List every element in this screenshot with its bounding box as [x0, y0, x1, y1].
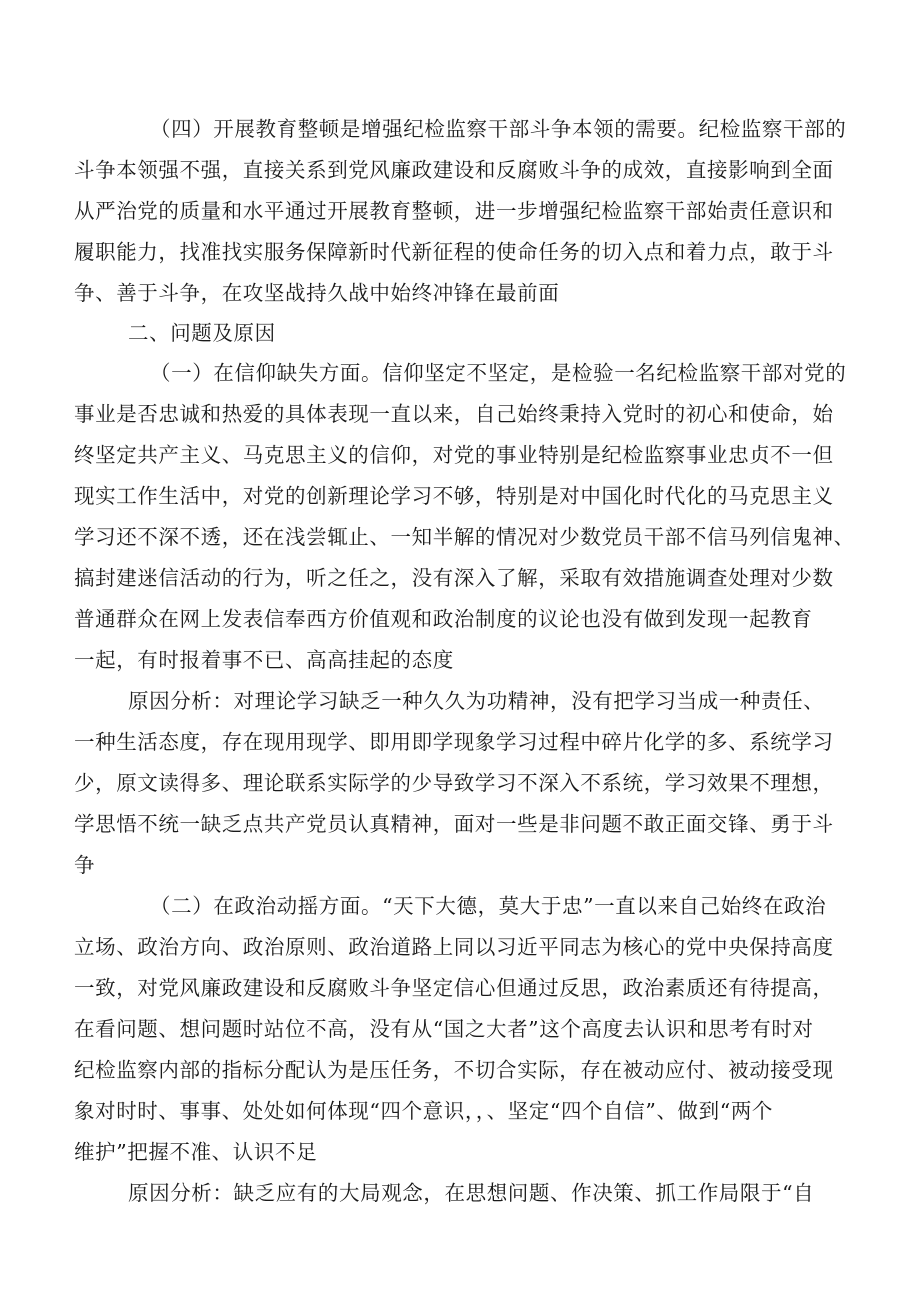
text-line: 争、善于斗争，在攻坚战持久战中始终冲锋在最前面 — [74, 281, 560, 305]
text-line: 斗争本领强不强，直接关系到党风廉政建设和反腐败斗争的成效，直接影响到全面 — [74, 158, 834, 182]
text-line: 一种生活态度，存在现用现学、即用即学现象学习过程中碎片化学的多、系统学习 — [74, 730, 834, 754]
text-line: （一）在信仰缺失方面。信仰坚定不坚定，是检验一名纪检监察干部对党的 — [150, 361, 847, 385]
text-line: 在看问题、想问题时站位不高，没有从“国之大者”这个高度去认识和思考有时对 — [74, 1017, 814, 1041]
text-line: 少，原文读得多、理论联系实际学的少导致学习不深入不系统，学习效果不理想， — [74, 771, 834, 795]
text-line: 原因分析：对理论学习缺乏一种久久为功精神，没有把学习当成一种责任、 — [128, 689, 825, 713]
text-line: 纪检监察内部的指标分配认为是压任务，不切合实际，存在被动应付、被动接受现 — [74, 1058, 834, 1082]
text-line: 一起，有时报着事不已、高高挂起的态度 — [74, 648, 454, 672]
text-line: 从严治党的质量和水平通过开展教育整顿，进一步增强纪检监察干部始责任意识和 — [74, 199, 834, 223]
text-line: 立场、政治方向、政治原则、政治道路上同以习近平同志为核心的党中央保持高度 — [74, 935, 834, 959]
text-line: 学思悟不统一缺乏点共产党员认真精神，面对一些是非问题不敢正面交锋、勇于斗 — [74, 812, 834, 836]
text-line: 一致，对党风廉政建设和反腐败斗争坚定信心但通过反思，政治素质还有待提高， — [74, 976, 834, 1000]
text-line: 维护”把握不准、认识不足 — [74, 1140, 318, 1164]
text-line: （二）在政治动摇方面。“天下大德，莫大于忠”一直以来自己始终在政治 — [150, 894, 827, 918]
text-line: （四）开展教育整顿是增强纪检监察干部斗争本领的需要。纪检监察干部的 — [150, 117, 847, 141]
text-line: 原因分析：缺乏应有的大局观念，在思想问题、作决策、抓工作局限于“自 — [128, 1181, 815, 1205]
text-line: 普通群众在网上发表信奉西方价值观和政治制度的议论也没有做到发现一起教育 — [74, 607, 813, 631]
text-line: 终坚定共产主义、马克思主义的信仰，对党的事业特别是纪检监察事业忠贞不一但 — [74, 443, 834, 467]
text-line: 搞封建迷信活动的行为，听之任之，没有深入了解，采取有效措施调查处理对少数 — [74, 566, 834, 590]
text-line: 现实工作生活中，对党的创新理论学习不够，特别是对中国化时代化的马克思主义 — [74, 484, 834, 508]
text-line: 争 — [74, 853, 96, 877]
text-line: 履职能力，找准找实服务保障新时代新征程的使命任务的切入点和着力点，敢于斗 — [74, 240, 834, 264]
text-line: 事业是否忠诚和热爱的具体表现一直以来，自己始终秉持入党时的初心和使命，始 — [74, 402, 834, 426]
text-line: 象对时时、事事、处处如何体现“四个意识，，、坚定“四个自信”、做到“两个 — [74, 1099, 774, 1123]
text-line: 学习还不深不透，还在浅尝辄止、一知半解的情况对少数党员干部不信马列信鬼神、 — [74, 525, 855, 549]
section-heading: 二、问题及原因 — [128, 321, 276, 345]
